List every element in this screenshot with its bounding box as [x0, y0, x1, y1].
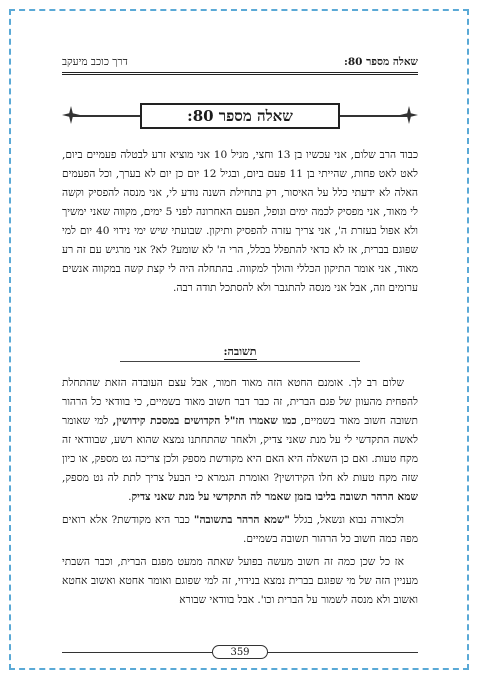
answer-divider	[120, 361, 360, 362]
question-text: כבוד הרב שלום, אני עכשיו בן 13 וחצי, מגיל 10 אני מוציא זרע לבטלה פעמיים ביום, לאט לאט פחות, שהייתי בן 11 פעם ביום, ובגיל 12 יום כן יום לא בערך, וכל הפעמים האלה לא ידעתי כלל על האיסור, רק בתחילת השנה נודע לי, אני מנסה להפסיק וקשה לי מאוד, אני מפסיק לכמה ימים ונופל, הפעם האחרונה לפני 5 ימים, מקווה שאני ימשיך ולא אפול בעזרת ה', אני צריך עזרה להפסיק ותיקון. שבועתי שיש ימי נידוי 40 יום למי שפוגם בברית, אז לא כדאי להתפלל בכלל, הרי ה' לא שומע? לא? אני מרגיש עם זה רע מאוד, אני אומר התיקון הכללי והולך למקווה. בהתחלה היה לי קצת קשה במקווה אנשים ערומים וזה, אבל אני מנסה להתגבר ולא להסתכל תודה רבה.	[62, 149, 419, 294]
header-question-label: שאלה מספר 80:	[343, 56, 418, 68]
header-rule-double	[62, 74, 418, 75]
answer-heading-label: תשובה:	[223, 345, 257, 358]
question-title: שאלה מספר 80:	[140, 103, 340, 129]
header-rule	[62, 72, 418, 73]
title-ornament-line-left	[70, 115, 140, 117]
answer-heading	[0, 345, 480, 358]
answer-paragraph: שלום רב לך. אומנם החטא הזה מאוד חמור, אבל עצם העובדה הזאת שהתחלת להפחית מהעוון של פגם הברית, זה כבר דבר חשוב מאוד בשמיים, כי בוודאי כל הרהור תשובה חשוב מאוד בשמיים, כמו שאמרו חז"ל הקדושים במסכת קידושין, למי שאומר לאשה התקדשי לי על מנת שאני צדיק, ולאחר שהתחתנו נמצא שהוא רשע, שבוודאי זה מקח טעות. ואם כן השאלה היא האם היא מקודשת מספק ולכן צריכה גט מספק, או כיון שזה מקח טעות לא חלו הקידושין? ואומרת הגמרא כי הבעל צריך לתת לה גט מספק, שמא הרהר תשובה בליבו בזמן שאמר לה התקדשי על מנת שאני צדיק.	[62, 377, 418, 503]
star-ornament-icon	[400, 106, 418, 124]
answer-paragraph: אז כל שכן כמה זה חשוב מעשה בפועל שאתה ממעט מפגם הברית, וכבר השבתי מעניין הזה של מי שפוגם בברית נמצא בנידוי, זה למי שפוגם ואומר אחטא ואשוב אחטא ואשוב ולא מנסה לשמור על הברית וכו'. אבל בוודאי שבורא	[62, 556, 418, 606]
running-header	[62, 54, 418, 72]
answer-paragraph: ולכאורה נבוא ונשאל, בגלל "שמא הרהר בתשובה" כבר היא מקודשת? אלא רואים מפה כמה חשוב כל הרהור תשובה בשמיים.	[62, 514, 418, 545]
answer-text	[62, 374, 418, 614]
page-number: 359	[212, 645, 268, 659]
star-ornament-icon	[62, 106, 80, 124]
header-book-title: דרך כוכב מיעקב	[62, 56, 128, 68]
